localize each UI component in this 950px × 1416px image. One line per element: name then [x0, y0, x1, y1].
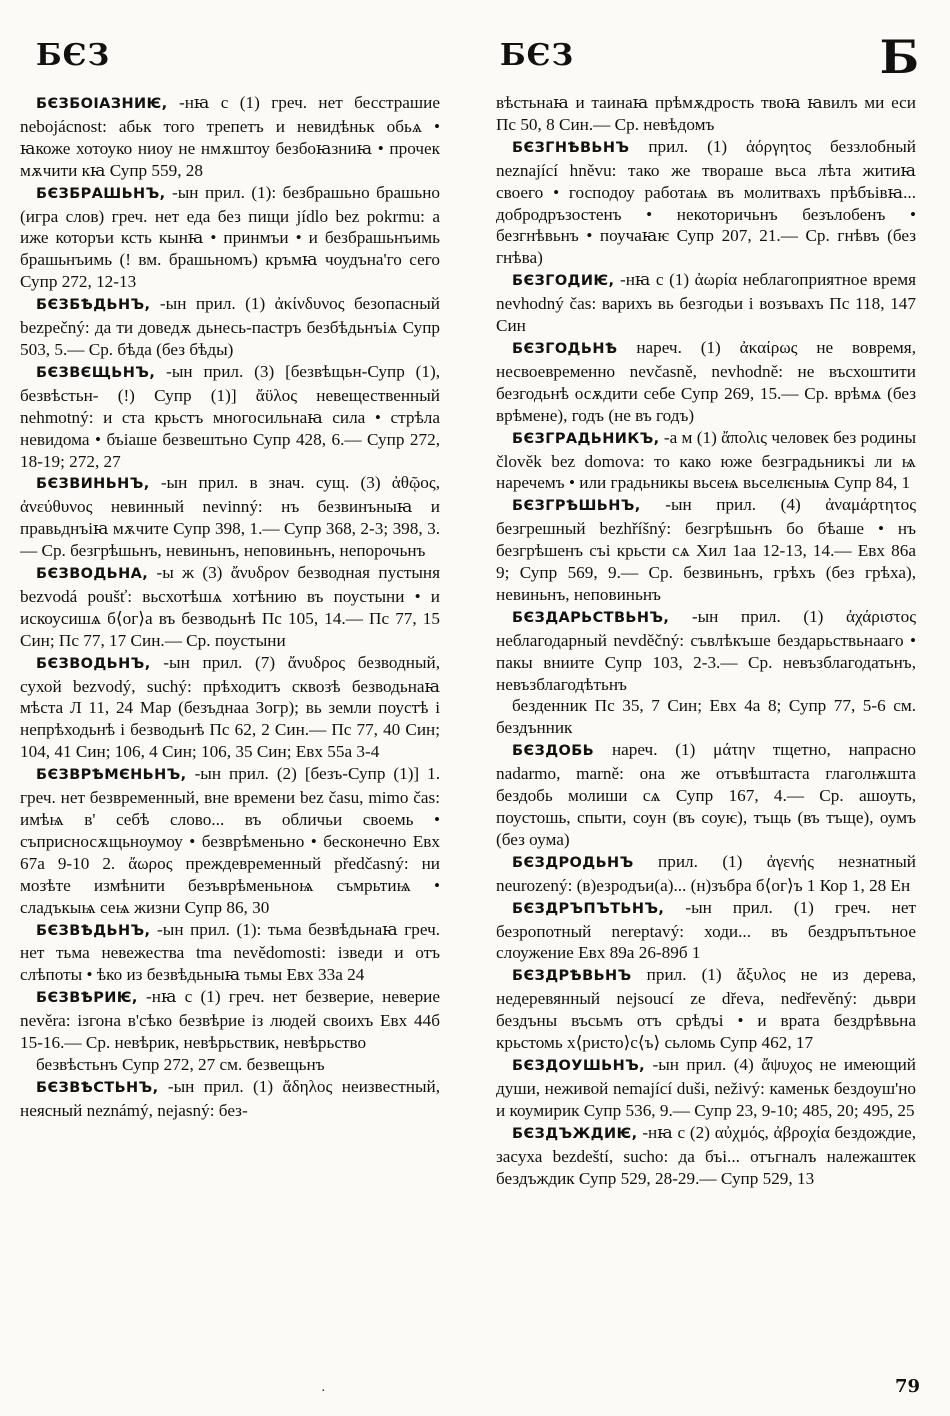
entry-headword: БЄЗДАРЬСТВЬНЪ,: [512, 609, 670, 626]
entry-text: прил. (1) ἀόργητος беззлобный neznající hněvu: тако же твораше вьса лѣта житиꙗ своего • господоу работаѩ въ молитвахъ прѣбъівꙗ... добродръзостенъ • некоторичьнъ безълобенъ • безгнѣвьнъ • поучаꙗѥ Супр 207, 21.— Ср. гнѣвъ (без гнѣва): [496, 136, 916, 268]
dictionary-entry: [496, 269, 916, 337]
entry-text: -ын прил. (1) ἄδηλος неизвестный, неясный neznámý, nejasný: без-: [20, 1076, 441, 1120]
dictionary-entry: [20, 472, 440, 562]
entry-headword: БЄЗГНѢВЬНЪ: [512, 139, 630, 156]
entry-text: -нꙗ с (1) ἀωρία неблагоприятное время nevhodný čas: варихъ вь безгодьи і возъвахъ Пс 118, 147 Син: [496, 270, 917, 336]
entry-text: безденник Пс 35, 7 Син; Евх 4а 8; Супр 77, 5-6 см. бездънник: [496, 696, 916, 738]
entry-headword: БЄЗБѢДЬНЪ,: [36, 297, 151, 314]
entry-text: -ын прил. (1) ἀκίνδυνος безопасный bezpečný: да ти доведѫ дьнесь-пастръ безбѣдьнъіѧ Супр 503, 5.— Ср. бѣда (без бѣды): [20, 294, 440, 359]
page-number: 79: [894, 1376, 920, 1397]
dictionary-entry: [496, 606, 916, 696]
entry-headword: БЄЗДОУШЬНЪ,: [512, 1057, 646, 1074]
dictionary-entry: [20, 92, 440, 182]
speck-dot: ·: [321, 1384, 326, 1399]
dictionary-entry: [496, 739, 916, 851]
entry-text: -ын прил. (3) [безвѣщьн-Супр (1), безвѣстьн- (!) Супр (1)] ἄϋλος невещественный nehmotný: и ста крьстъ многосильнаꙗ сила • стрѣла невидома • бъіаше безвештьно Супр 428, 6.— Супр 272, 18-19; 272, 27: [20, 361, 441, 471]
entry-text: нареч. (1) μάτην тщетно, напрасно nadarmo, marně: она же отъвѣштаста глаголѭшта бездобь молиши сѧ Супр 167, 4.— Ср. ашоуть, поустошь, спыти, соун (въ соуѥ), тъщь (въ тъще), оумъ (без оума): [496, 740, 917, 849]
dictionary-entry: [20, 919, 440, 987]
entry-headword: БЄЗБОІАЗНИѤ,: [36, 96, 168, 112]
dictionary-entry: [20, 293, 440, 361]
entry-headword: БЄЗВЄЩЬНЪ,: [36, 364, 156, 381]
entry-text: -ын прил. (4) ἄψυχος не имеющий души, неживой nemající duši, neživý: каменьк бездоуш'но и коумирик Супр 536, 9.— Супр 23, 9-10; 485, 20; 495, 25: [496, 1054, 916, 1120]
entry-headword: БЄЗГРѢШЬНЪ,: [512, 498, 641, 515]
entry-text: -ын прил. (4) ἀναμάρτητος безгрешный bezhříšný: безгрѣшьнъ бо бѣаше • нъ безгрѣшенъ съі крьсти сѧ Хил 1аа 12-13, 14.— Евх 86а 9; Супр 569, 9.— Ср. безвиньнъ, грѣхъ (без грѣха), невиньнъ, неповиньнъ: [496, 495, 917, 604]
dictionary-entry: [496, 851, 916, 897]
entry-text: -ы ж (3) ἄνυδρον безводная пустыня bezvodá poušť: вьсхотѣшѧ хотѣнию въ поустыни • и искоусишѧ б⟨ог⟩а въ безводьнѣ Пс 105, 14.— Пс 77, 15 Син; Пс 77, 17 Син.— Ср. поустыни: [20, 563, 440, 650]
dictionary-entry: [496, 92, 916, 136]
entry-headword: БЄЗДРѢВЬНЪ: [512, 968, 632, 985]
section-letter: Б: [879, 30, 920, 84]
entry-headword: БЄЗГОДЬНѢ: [512, 340, 618, 357]
entry-headword: БЄЗДРОДЬНЪ: [512, 854, 634, 871]
entry-text: -ын прил. (1): тьма безвѣдьнаꙗ греч. нет тьма невежества tma nevědomosti: ізведи и отъ слѣпоты • ѣко из безвѣдьныꙗ тьмы Евх 33а 24: [20, 919, 441, 985]
running-head-center: БЄЗ: [500, 38, 575, 73]
entry-headword: БЄЗГОДИѤ,: [512, 273, 615, 290]
dictionary-entry: [496, 427, 916, 495]
dictionary-entry: [496, 136, 916, 269]
entry-headword: БЄЗВОДЬНЪ,: [36, 655, 151, 672]
entry-text: -ын прил. (1) греч. нет безропотный nereptavý: ходи... въ бездръпътьное слоужение Евх 89а 26-89б 1: [496, 897, 917, 963]
entry-headword: БЄЗДЪЖДИѤ,: [512, 1125, 638, 1142]
entry-headword: БЄЗДРЪПЪТЬНЪ,: [512, 900, 665, 917]
entry-text: -нꙗ с (2) αὐχμός, ἀβροχία бездождие, засуха bezdeští, sucho: да бъі... отъгналъ належаштек бездъждик Супр 529, 28-29.— Супр 529, 13: [496, 1122, 917, 1188]
entry-headword: БЄЗДОБЬ: [512, 743, 595, 760]
dictionary-entry: [496, 897, 916, 965]
dictionary-entry: [496, 337, 916, 427]
entry-headword: БЄЗГРАДЬНИКЪ,: [512, 430, 660, 447]
dictionary-entry: [20, 361, 440, 473]
entry-text: -ын прил. (1) ἀχάριστος неблагодарный nevděčný: съвлѣкъше бездарьствьнааго • пакы вниите Супр 103, 2-3.— Ср. невъзблагодатьнъ, невъзблагодѣтьнъ: [496, 606, 916, 694]
entry-text: -нꙗ с (1) греч. нет бесстрашие nebojácnost: абьк того трепетъ и невидѣньк обьѧ • ꙗкоже хотоуко ниоу не нмѫштоу безбоꙗзниꙗ • прочек мѫчити кꙗ Супр 559, 28: [20, 93, 440, 180]
entry-text: -ын прил. в знач. сущ. (3) ἀθῷος, ἀνεύθυνος невинный nevinný: нъ безвинъныꙗ и правьднъіꙗ мѫчите Супр 398, 1.— Супр 368, 2-3; 398, 3.— Ср. безгрѣшьнъ, невиньнъ, неповиньнъ, непорочьнъ: [20, 473, 441, 561]
entry-text: прил. (1) ἀγενής незнатный neurozený: (в)езродъи(а)... (н)зъбра б⟨ог⟩ъ 1 Кор 1, 28 Ен: [496, 851, 916, 895]
entry-headword: БЄЗВѢРИѤ,: [36, 990, 138, 1007]
right-column: [496, 92, 916, 1189]
entry-headword: БЄЗБРАШЬНЪ,: [36, 185, 166, 202]
dictionary-entry: [20, 986, 440, 1054]
entry-text: -ын прил. (2) [безъ-Супр (1)] 1. греч. нет безвременный, вне времени bez času, mimo čas: имѣѩ в' себѣ слово... въ обличьи своемь • съприсносѫщьноумоу • безврѣменьно • бесконечно Евх 67а 9-10 2. ἄωρος преждевременный předčasný: ни мозѣте измѣнити безъврѣменьноѩ съмрьтиѩ • сладъкыѩ сеѩ жизни Супр 86, 30: [20, 764, 441, 917]
entry-text: -ын прил. (7) ἄνυδρος безводный, сухой bezvodý, suchý: прѣходитъ сквозѣ безводьнаꙗ мѣста Л 11, 24 Мар (безъднаа Зогр); вь земли поустѣ і непрѣходьнѣ і безводьнѣ Пс 62, 2 Син.— Пс 77, 40 Син; 104, 41 Син; 106, 4 Син; 106, 35 Син; Евх 55а 3-4: [20, 652, 440, 762]
dictionary-entry: [496, 494, 916, 606]
dictionary-entry: [496, 1054, 916, 1122]
dictionary-entry: [20, 763, 440, 918]
entry-headword: БЄЗВРѢМЄНЬНЪ,: [36, 767, 187, 784]
entry-headword: БЄЗВИНЬНЪ,: [36, 476, 150, 493]
entry-headword: БЄЗВѢДЬНЪ,: [36, 922, 151, 939]
dictionary-entry: [20, 1054, 440, 1076]
entry-text: безвѣстьнъ Супр 272, 27 см. безвещьнъ: [36, 1054, 325, 1074]
entry-text: нареч. (1) ἀκαίρως не вовремя, несвоевременно nevčasně, nevhodně: не въсхоштити безгодьнѣ осѫдити себе Супр 269, 15.— Ср. врѣмѧ (без врѣмене), годъ (не въ годъ): [496, 337, 917, 425]
dictionary-entry: [20, 1076, 440, 1122]
entry-text: вѣстьнаꙗ и таинаꙗ прѣмѫдрость твоꙗ ꙗвилъ ми еси Пс 50, 8 Син.— Ср. невѣдомъ: [496, 93, 916, 134]
entry-text: прил. (1) ἄξυλος не из дерева, недеревянный nejsoucí ze dřeva, nedřevěný: дьври бездъны въсьмъ отъ срѣдъі • и врата бездрѣвьна крьстомь х⟨ристо⟩с⟨ъ⟩ сьломь Супр 462, 17: [496, 965, 916, 1053]
entry-text: -нꙗ с (1) греч. нет безверие, неверие nevěra: ізгона в'сѣко безвѣрие із людей своихъ Евх 44б 15-16.— Ср. невѣрик, невѣрьствик, невѣрьство: [20, 987, 441, 1053]
dictionary-entry: [20, 182, 440, 294]
entry-text: -а м (1) ἄπολις человек без родины člověk bez domova: то како юже безградьникъі ли ѩ наречемъ • или градьникы вьсеѩ вьселѥныѩ Супр 84, 1: [496, 427, 916, 493]
entry-headword: БЄЗВОДЬНА,: [36, 566, 149, 583]
dictionary-entry: [496, 695, 916, 739]
entry-text: -ын прил. (1): безбрашьно брашьно (игра слов) греч. нет еда без пищи jídlo bez pokrmu: а иже которъи ксть кынꙗ • принмъи • и безбрашьнъимь брашьнъимь (! вм. брашьномъ) кръмꙗ чоудъна'го сего Супр 272, 12-13: [20, 182, 440, 292]
running-head-left: БЄЗ: [36, 38, 111, 73]
left-column: [20, 92, 440, 1122]
dictionary-entry: [496, 964, 916, 1054]
dictionary-entry: [20, 562, 440, 652]
dictionary-entry: [20, 652, 440, 764]
entry-headword: БЄЗВѢСТЬНЪ,: [36, 1079, 159, 1096]
dictionary-entry: [496, 1122, 916, 1190]
